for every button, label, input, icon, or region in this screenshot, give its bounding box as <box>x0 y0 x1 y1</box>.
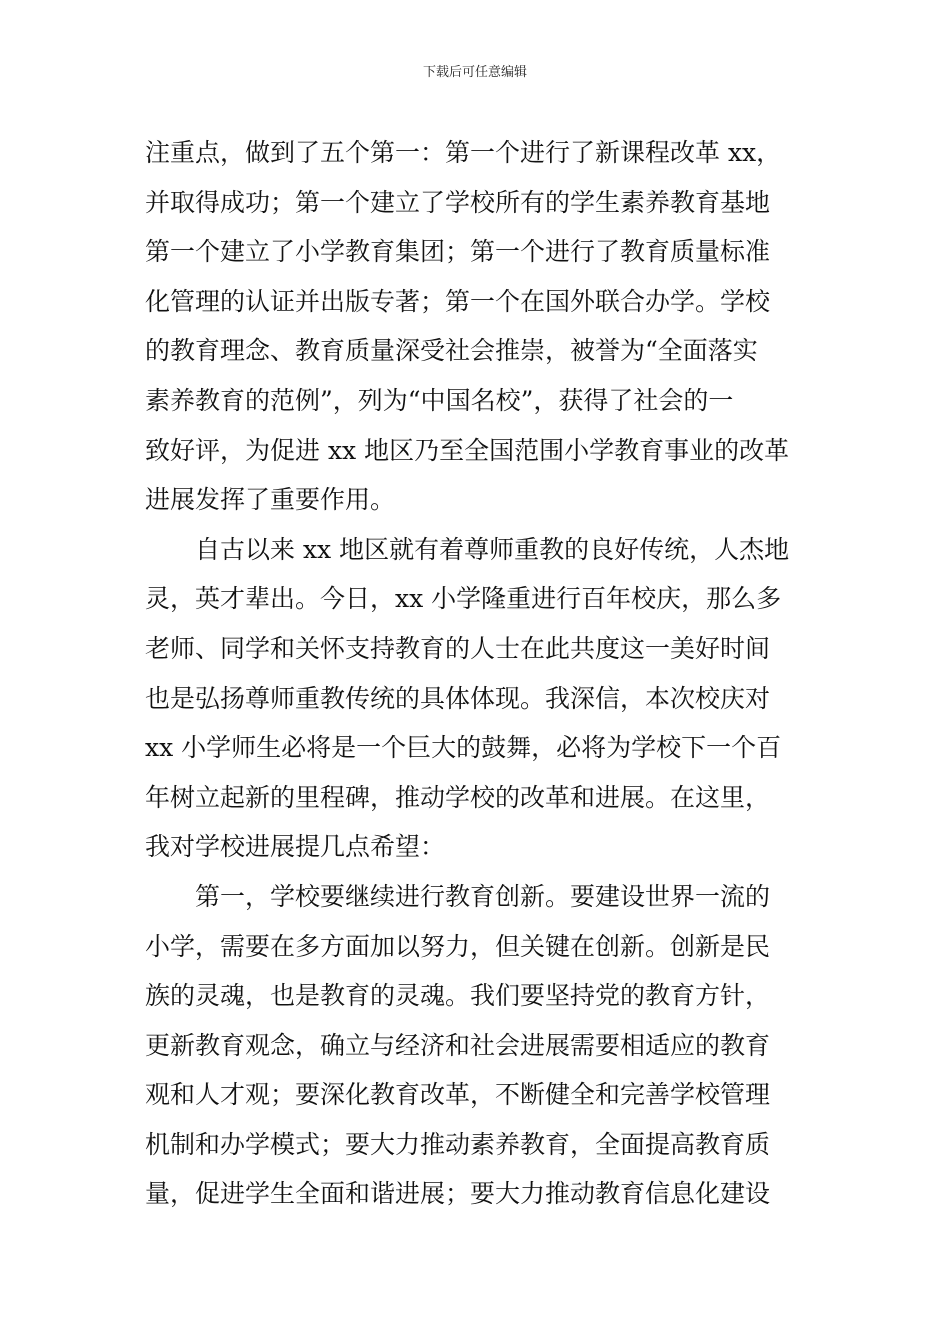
text-line: 族的灵魂，也是教育的灵魂。我们要坚持党的教育方针， <box>145 981 771 1011</box>
page-header: 下载后可任意编辑 <box>422 65 527 80</box>
text-line: 化管理的认证并出版专著；第一个在国外联合办学。学校 <box>145 286 771 316</box>
text-line: 致好评，为促进 xx 地区乃至全国范围小学教育事业的改革 <box>145 435 790 465</box>
paragraph-2 <box>145 525 815 872</box>
text-line: 量，促进学生全面和谐进展；要大力推动教育信息化建设 <box>145 1179 771 1209</box>
text-line: 素养教育的范例”，列为“中国名校”，获得了社会的一 <box>145 385 734 415</box>
paragraph-3 <box>145 872 815 1219</box>
text-line: 灵，英才辈出。今日，xx 小学隆重进行百年校庆，那么多 <box>145 584 782 614</box>
text-line: 注重点，做到了五个第一：第一个进行了新课程改革 xx， <box>145 138 782 167</box>
text-line: xx 小学师生必将是一个巨大的鼓舞，必将为学校下一个百 <box>145 733 782 763</box>
text-line: 进展发挥了重要作用。 <box>145 485 396 515</box>
text-line: 老师、同学和关怀支持教育的人士在此共度这一美好时间 <box>145 633 771 663</box>
paragraph-1 <box>145 128 815 525</box>
text-line: 的教育理念、教育质量深受社会推崇，被誉为“全面落实 <box>145 336 758 366</box>
text-line: 也是弘扬尊师重教传统的具体体现。我深信，本次校庆对 <box>145 683 771 713</box>
text-line: 小学，需要在多方面加以努力，但关键在创新。创新是民 <box>145 931 771 961</box>
text-line: 我对学校进展提几点希望： <box>145 832 446 862</box>
text-line: 并取得成功；第一个建立了学校所有的学生素养教育基地 <box>145 187 771 217</box>
text-line: 年树立起新的里程碑，推动学校的改革和进展。在这里， <box>145 782 771 812</box>
text-line: 第一个建立了小学教育集团；第一个进行了教育质量标准 <box>145 237 771 267</box>
text-line: 观和人才观；要深化教育改革，不断健全和完善学校管理 <box>145 1080 771 1110</box>
text-line-first: 第一，学校要继续进行教育创新。要建设世界一流的 <box>195 881 771 911</box>
document-body <box>145 128 815 1219</box>
text-line: 机制和办学模式；要大力推动素养教育，全面提高教育质 <box>145 1129 771 1159</box>
text-line-first: 自古以来 xx 地区就有着尊师重教的良好传统，人杰地 <box>195 534 790 564</box>
text-line: 更新教育观念，确立与经济和社会进展需要相适应的教育 <box>145 1030 771 1060</box>
